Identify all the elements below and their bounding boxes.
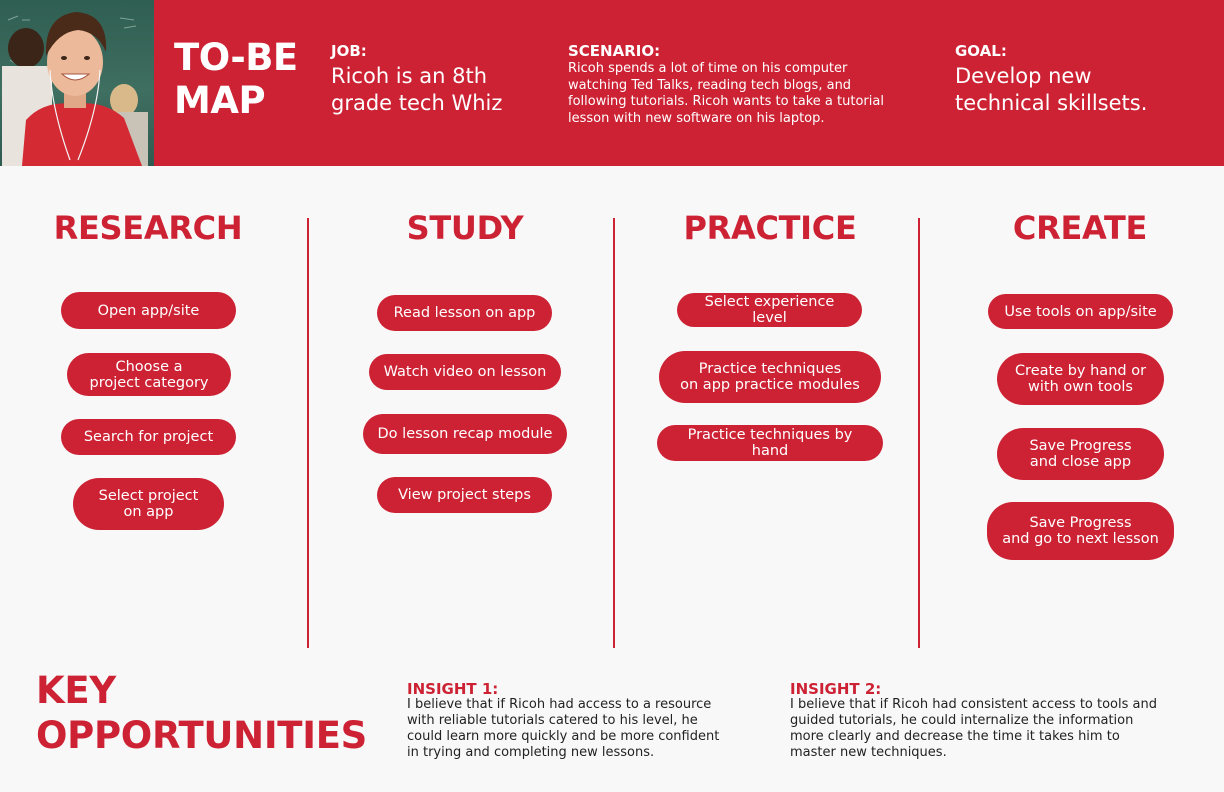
step-open-app-site: Open app/site — [61, 292, 236, 329]
insight-2-label: INSIGHT 2: — [790, 680, 882, 698]
step-watch-video-on-lesson: Watch video on lesson — [369, 354, 561, 390]
insight-1-text: I believe that if Ricoh had access to a resource with reliable tutorials catered to his level, he could learn more quickly and be more confident in trying and completing new lessons. — [407, 697, 720, 760]
step-save-progress-next-lesson: Save Progress and go to next lesson — [987, 502, 1174, 560]
scenario-text: Ricoh spends a lot of time on his computer watching Ted Talks, reading tech blogs, and following tutorials. Ricoh wants to take a tutorial lesson with new software on his laptop. — [568, 61, 884, 126]
step-view-project-steps: View project steps — [377, 477, 552, 513]
step-search-for-project: Search for project — [61, 419, 236, 455]
map-title-line2: MAP — [174, 79, 266, 122]
column-divider — [613, 218, 615, 648]
step-create-by-hand: Create by hand or with own tools — [997, 353, 1164, 405]
insight-2-text: I believe that if Ricoh had consistent access to tools and guided tutorials, he could internalize the information more clearly and decrease the time it takes him to master new techniques. — [790, 697, 1157, 760]
map-title — [174, 36, 298, 122]
column-divider — [918, 218, 920, 648]
key-opportunities-line2: OPPORTUNITIES — [36, 714, 368, 757]
persona-illustration — [0, 0, 154, 166]
column-title-research: RESEARCH — [53, 209, 243, 247]
column-title-study: STUDY — [406, 209, 524, 247]
column-divider — [307, 218, 309, 648]
column-title-create: CREATE — [1012, 209, 1148, 247]
column-title-practice: PRACTICE — [683, 209, 857, 247]
step-read-lesson-on-app: Read lesson on app — [377, 295, 552, 331]
step-practice-techniques-app: Practice techniques on app practice modules — [659, 351, 881, 403]
job-text: Ricoh is an 8th grade tech Whiz — [331, 64, 503, 115]
goal-label: GOAL: — [955, 42, 1007, 60]
step-practice-techniques-by-hand: Practice techniques by hand — [657, 425, 883, 461]
scenario-label: SCENARIO: — [568, 42, 661, 60]
map-title-line1: TO-BE — [174, 36, 298, 79]
goal-text: Develop new technical skillsets. — [955, 64, 1148, 115]
step-use-tools-on-app-site: Use tools on app/site — [988, 294, 1173, 329]
header-banner — [0, 0, 1224, 166]
persona-photo — [0, 0, 154, 166]
step-select-project-on-app: Select project on app — [73, 478, 224, 530]
step-do-lesson-recap-module: Do lesson recap module — [363, 414, 567, 454]
step-choose-project-category: Choose a project category — [67, 353, 231, 396]
step-save-progress-close-app: Save Progress and close app — [997, 428, 1164, 480]
key-opportunities-title — [36, 668, 367, 758]
step-select-experience-level: Select experience level — [677, 293, 862, 327]
insight-1-label: INSIGHT 1: — [407, 680, 499, 698]
key-opportunities-line1: KEY — [36, 669, 116, 712]
job-label: JOB: — [331, 42, 367, 60]
